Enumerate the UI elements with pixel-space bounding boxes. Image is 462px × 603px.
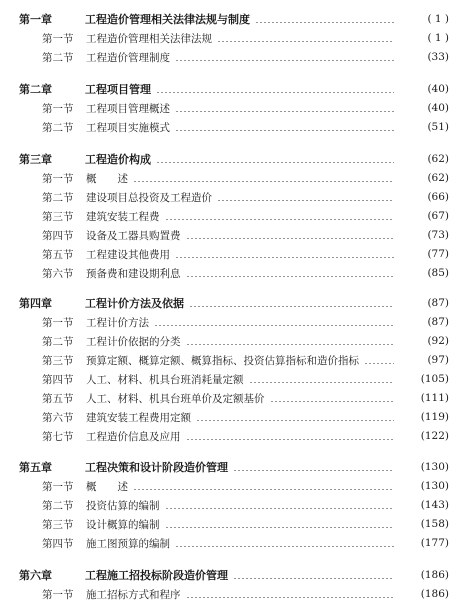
toc-entry-number: 第四节 <box>42 373 74 386</box>
toc-entry-number: 第一节 <box>42 480 74 493</box>
toc-page-number: (33) <box>427 51 449 63</box>
toc-entry-label <box>0 372 244 387</box>
toc-entry-title: 工程造价信息及应用 <box>86 430 181 443</box>
dot-leader <box>364 363 394 364</box>
toc-section-row[interactable] <box>0 264 462 282</box>
toc-entry-label <box>0 101 170 116</box>
toc-page-number: (119) <box>420 411 449 423</box>
toc-entry-number: 第一节 <box>42 102 74 115</box>
dot-leader <box>186 344 395 345</box>
toc-page-number: (87) <box>427 297 449 309</box>
toc-entry-title: 预算定额、概算定额、概算指标、投资估算指标和造价指标 <box>86 354 359 367</box>
toc-section-row[interactable] <box>0 408 462 426</box>
toc-entry-label <box>0 498 160 513</box>
toc-page-number: ( 1 ) <box>427 32 449 44</box>
dot-leader <box>175 546 394 547</box>
toc-page-number: (40) <box>427 83 449 95</box>
toc-page-number: (105) <box>420 373 449 385</box>
toc-section-row[interactable] <box>0 245 462 263</box>
toc-entry-title: 工程计价方法及依据 <box>85 297 184 310</box>
toc-page-number: (40) <box>427 102 449 114</box>
toc-entry-label <box>0 266 181 281</box>
toc-entry-number: 第六章 <box>19 569 52 582</box>
toc-chapter-row[interactable] <box>0 294 462 312</box>
toc-page-number: (66) <box>427 191 449 203</box>
dot-leader <box>186 238 395 239</box>
toc-entry-number: 第四节 <box>42 229 74 242</box>
toc-entry-label <box>0 567 228 583</box>
dot-leader <box>175 60 394 61</box>
toc-page-number: (158) <box>420 518 449 530</box>
toc-entry-number: 第一节 <box>42 316 74 329</box>
toc-entry-label <box>0 247 170 262</box>
dot-leader <box>133 181 394 182</box>
toc-entry-label <box>0 429 181 444</box>
toc-entry-label <box>0 209 160 224</box>
toc-entry-number: 第二节 <box>42 191 74 204</box>
toc-section-row[interactable] <box>0 515 462 533</box>
toc-entry-title: 预备费和建设期利息 <box>86 267 181 280</box>
toc-entry-title: 工程项目管理概述 <box>86 102 170 115</box>
toc-entry-number: 第四节 <box>42 537 74 550</box>
toc-page-number: (51) <box>427 121 449 133</box>
toc-entry-number: 第一章 <box>19 13 52 26</box>
dot-leader <box>217 41 394 42</box>
toc-entry-title: 人工、材料、机具台班单价及定额基价 <box>86 392 265 405</box>
toc-entry-title: 工程施工招投标阶段造价管理 <box>85 569 228 582</box>
toc-section-row[interactable] <box>0 99 462 117</box>
toc-entry-title: 工程项目实施模式 <box>86 121 170 134</box>
toc-entry-number: 第六节 <box>42 411 74 424</box>
dot-leader <box>156 162 394 163</box>
toc-entry-title: 工程建设其他费用 <box>86 248 170 261</box>
toc-page-number: (62) <box>427 172 449 184</box>
toc-page-number: (186) <box>420 569 449 581</box>
dot-leader <box>233 578 394 579</box>
dot-leader <box>233 470 394 471</box>
toc-page-number: (130) <box>420 480 449 492</box>
dot-leader <box>255 22 394 23</box>
toc-entry-label <box>0 190 212 205</box>
toc-section-row[interactable] <box>0 48 462 66</box>
dot-leader <box>175 257 394 258</box>
toc-entry-title: 设备及工器具购置费 <box>86 229 181 242</box>
toc-entry-label <box>0 353 359 368</box>
toc-section-row[interactable] <box>0 118 462 136</box>
toc-entry-number: 第一节 <box>42 32 74 45</box>
toc-section-row[interactable] <box>0 188 462 206</box>
toc-entry-label <box>0 295 184 311</box>
toc-entry-title: 工程造价管理相关法律法规 <box>86 32 212 45</box>
toc-page-number: (77) <box>427 248 449 260</box>
toc-section-row[interactable] <box>0 29 462 47</box>
toc-entry-title: 建筑安装工程费用定额 <box>86 411 191 424</box>
toc-entry-number: 第二节 <box>42 335 74 348</box>
toc-entry-number: 第三节 <box>42 518 74 531</box>
toc-entry-title: 人工、材料、机具台班消耗量定额 <box>86 373 244 386</box>
dot-leader <box>154 325 394 326</box>
dot-leader <box>186 597 395 598</box>
toc-entry-title: 概 述 <box>86 172 128 185</box>
toc-entry-number: 第六节 <box>42 267 74 280</box>
toc-entry-label <box>0 228 181 243</box>
toc-page-number: (73) <box>427 229 449 241</box>
toc-entry-label <box>0 479 128 494</box>
toc-entry-label <box>0 11 250 27</box>
dot-leader <box>175 130 394 131</box>
toc-page-number: (97) <box>427 354 449 366</box>
toc-entry-label <box>0 459 228 475</box>
toc-entry-title: 工程造价构成 <box>85 153 151 166</box>
toc-entry-label <box>0 391 265 406</box>
toc-section-row[interactable] <box>0 534 462 552</box>
toc-entry-number: 第二节 <box>42 121 74 134</box>
toc-page-number: (92) <box>427 335 449 347</box>
toc-page-number: (111) <box>420 392 449 404</box>
dot-leader <box>165 219 395 220</box>
toc-entry-title: 施工招标方式和程序 <box>86 588 181 601</box>
toc-section-row[interactable] <box>0 389 462 407</box>
toc-entry-label <box>0 536 170 551</box>
toc-page-number: (177) <box>420 537 449 549</box>
toc-entry-number: 第一节 <box>42 172 74 185</box>
toc-section-row[interactable] <box>0 427 462 445</box>
dot-leader <box>186 439 395 440</box>
toc-entry-label <box>0 31 212 46</box>
toc-chapter-row[interactable] <box>0 150 462 168</box>
toc-entry-number: 第七节 <box>42 430 74 443</box>
toc-page-number: (130) <box>420 461 449 473</box>
toc-section-row[interactable] <box>0 477 462 495</box>
dot-leader <box>165 508 395 509</box>
dot-leader <box>156 92 394 93</box>
toc-entry-title: 工程决策和设计阶段造价管理 <box>85 461 228 474</box>
toc-entry-number: 第三节 <box>42 354 74 367</box>
dot-leader <box>249 382 395 383</box>
toc-entry-label <box>0 171 128 186</box>
toc-page-number: ( 1 ) <box>427 13 449 25</box>
dot-leader <box>175 111 394 112</box>
toc-section-row[interactable] <box>0 226 462 244</box>
toc-entry-label <box>0 120 170 135</box>
toc-chapter-row[interactable] <box>0 80 462 98</box>
toc-section-row[interactable] <box>0 169 462 187</box>
toc-entry-title: 建筑安装工程费 <box>86 210 160 223</box>
toc-entry-number: 第五章 <box>19 461 52 474</box>
toc-section-row[interactable] <box>0 585 462 603</box>
toc-entry-title: 工程造价管理制度 <box>86 51 170 64</box>
dot-leader <box>189 306 394 307</box>
toc-page-number: (67) <box>427 210 449 222</box>
toc-entry-number: 第二章 <box>19 83 52 96</box>
toc-entry-label <box>0 410 191 425</box>
toc-entry-title: 工程项目管理 <box>85 83 151 96</box>
toc-section-row[interactable] <box>0 207 462 225</box>
toc-entry-number: 第四章 <box>19 297 52 310</box>
toc-section-row[interactable] <box>0 370 462 388</box>
toc-entry-number: 第五节 <box>42 392 74 405</box>
dot-leader <box>133 489 394 490</box>
toc-page-number: (85) <box>427 267 449 279</box>
toc-entry-label <box>0 315 149 330</box>
dot-leader <box>196 420 394 421</box>
toc-entry-label <box>0 81 151 97</box>
dot-leader <box>186 276 395 277</box>
toc-entry-number: 第三章 <box>19 153 52 166</box>
toc-entry-label <box>0 334 181 349</box>
toc-entry-title: 建设项目总投资及工程造价 <box>86 191 212 204</box>
toc-entry-number: 第二节 <box>42 499 74 512</box>
toc-section-row[interactable] <box>0 313 462 331</box>
toc-entry-title: 工程造价管理相关法律法规与制度 <box>85 13 250 26</box>
toc-page-number: (62) <box>427 153 449 165</box>
toc-entry-label <box>0 587 181 602</box>
toc-page-number: (122) <box>420 430 449 442</box>
toc-entry-title: 设计概算的编制 <box>86 518 160 531</box>
toc-section-row[interactable] <box>0 496 462 514</box>
toc-entry-title: 概 述 <box>86 480 128 493</box>
toc-entry-label <box>0 151 151 167</box>
toc-section-row[interactable] <box>0 351 462 369</box>
toc-entry-number: 第一节 <box>42 588 74 601</box>
toc-entry-label <box>0 50 170 65</box>
toc-entry-number: 第二节 <box>42 51 74 64</box>
toc-entry-title: 施工图预算的编制 <box>86 537 170 550</box>
toc-entry-label <box>0 517 160 532</box>
toc-chapter-row[interactable] <box>0 566 462 584</box>
toc-entry-title: 投资估算的编制 <box>86 499 160 512</box>
toc-section-row[interactable] <box>0 332 462 350</box>
toc-entry-title: 工程计价方法 <box>86 316 149 329</box>
dot-leader <box>165 527 395 528</box>
toc-page-number: (87) <box>427 316 449 328</box>
toc-page-number: (143) <box>420 499 449 511</box>
toc-chapter-row[interactable] <box>0 10 462 28</box>
toc-entry-number: 第五节 <box>42 248 74 261</box>
toc-entry-title: 工程计价依据的分类 <box>86 335 181 348</box>
dot-leader <box>217 200 394 201</box>
dot-leader <box>270 401 395 402</box>
toc-chapter-row[interactable] <box>0 458 462 476</box>
toc-page-number: (186) <box>420 588 449 600</box>
toc-entry-number: 第三节 <box>42 210 74 223</box>
